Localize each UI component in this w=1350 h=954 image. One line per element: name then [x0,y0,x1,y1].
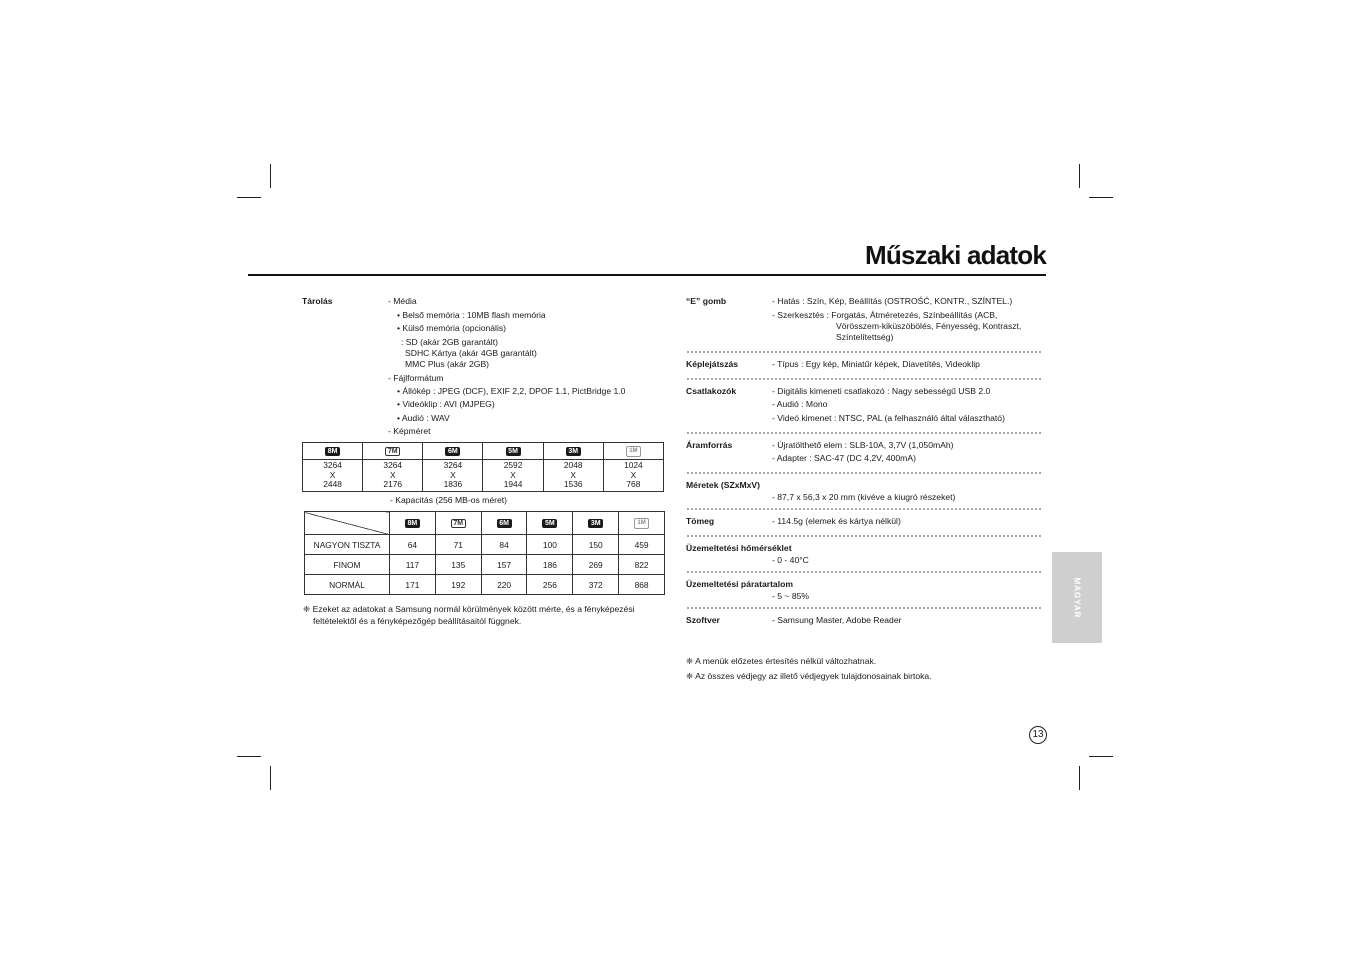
cap-3m-icon: 3M [573,512,619,535]
dotted-separator [686,378,1042,380]
page-number: 13 [1029,726,1047,744]
e-button-edit-2: Vörösszem-kiküszöbölés, Fényesség, Kontraszt, [836,321,1022,331]
cap-1m-icon: 1M [619,512,665,535]
crop-mark [237,756,261,757]
crop-mark [1079,164,1080,188]
footnote-menus: ❈ A menük előzetes értesítés nélkül változhatnak. [686,656,877,666]
image-size-table [302,442,664,492]
power-battery: - Újratölthető elem : SLB-10A, 3,7V (1,050mAh) [772,440,954,450]
crop-mark [237,197,261,198]
storage-label: Tárolás [302,296,333,306]
playback-type: - Típus : Egy kép, Miniatűr képek, Diavetítés, Videoklip [772,359,980,369]
crop-mark [1079,766,1080,790]
size-cell: 1024 X 768 [603,460,663,492]
file-format-line: - Fájlformátum [388,373,444,383]
capacity-line: - Kapacitás (256 MB-os méret) [390,495,508,505]
humidity-label: Üzemeltetési páratartalom [686,579,793,589]
table-row: NAGYON TISZTA 64 71 84 100 150 459 [305,535,665,555]
external-memory: • Külső memória (opcionális) [397,323,507,333]
connector-usb: - Digitális kimeneti csatlakozó : Nagy sebességű USB 2.0 [772,386,991,396]
crop-mark [1089,756,1113,757]
size-cell: 3264 X 2448 [303,460,363,492]
size-8m-icon: 8M [303,443,363,460]
table-row: NORMÁL 171 192 220 256 372 868 [305,575,665,595]
software-label: Szoftver [686,615,720,625]
crop-mark [270,766,271,790]
power-adapter: - Adapter : SAC-47 (DC 4,2V, 400mA) [772,453,916,463]
sd-card: : SD (akár 2GB garantált) [401,337,498,347]
audio-format: • Audió : WAV [397,413,450,423]
power-label: Áramforrás [686,440,733,450]
video-format: • Videóklip : AVI (MJPEG) [397,399,495,409]
dimensions-value: - 87,7 x 56,3 x 20 mm (kivéve a kiugró részeket) [772,492,956,502]
weight-label: Tömeg [686,516,715,526]
cap-7m-icon: 7M [435,512,481,535]
page-title: Műszaki adatok [865,240,1046,270]
cap-5m-icon: 5M [527,512,573,535]
media-line: - Média [388,296,417,306]
connector-audio: - Audió : Mono [772,399,828,409]
note-line-1: ❈ Ezeket az adatokat a Samsung normál körülmények között mérte, és a fényképezési [303,604,635,614]
size-6m-icon: 6M [423,443,483,460]
dotted-separator [686,607,1042,609]
table-row: FINOM 117 135 157 186 269 822 [305,555,665,575]
image-size-line: - Képméret [388,426,431,436]
mmc-card: MMC Plus (akár 2GB) [405,359,490,369]
size-3m-icon: 3M [543,443,603,460]
e-button-edit-3: Színtelítettség) [836,332,894,342]
humidity-value: - 5 ~ 85% [772,591,810,601]
dotted-separator [686,508,1042,510]
footnote-trademarks: ❈ Az összes védjegy az illető védjegyek tulajdonosainak birtoka. [686,671,932,681]
dotted-separator [686,571,1042,573]
still-format: • Állókép : JPEG (DCF), EXIF 2,2, DPOF 1.1, PictBridge 1.0 [397,386,626,396]
size-1m-icon: 1M [603,443,663,460]
playback-label: Képlejátszás [686,359,739,369]
language-side-tab: MAGYAR [1052,552,1102,643]
crop-mark [1089,197,1113,198]
software-value: - Samsung Master, Adobe Reader [772,615,902,625]
sdhc-card: SDHC Kártya (akár 4GB garantált) [405,348,537,358]
e-button-edit: - Szerkesztés : Forgatás, Átméretezés, Színbeállítás (ACB, [772,310,998,320]
connector-video: - Videó kimenet : NTSC, PAL (a felhasználó által választható) [772,413,1005,423]
cap-6m-icon: 6M [481,512,527,535]
size-cell: 2048 X 1536 [543,460,603,492]
dimensions-label: Méretek (SZxMxV) [686,480,761,490]
size-cell: 3264 X 1836 [423,460,483,492]
size-cell: 2592 X 1944 [483,460,543,492]
temperature-value: - 0 - 40°C [772,555,809,565]
size-cell: 3264 X 2176 [363,460,423,492]
internal-memory: • Belső memória : 10MB flash memória [397,310,546,320]
size-7m-icon: 7M [363,443,423,460]
size-5m-icon: 5M [483,443,543,460]
e-button-label: “E” gomb [686,296,727,306]
dotted-separator [686,432,1042,434]
e-button-effect: - Hatás : Szín, Kép, Beállítás (OSTROŚĆ, KONTR., SZÍNTEL.) [772,296,1013,306]
title-rule [248,274,1046,276]
connectors-label: Csatlakozók [686,386,737,396]
dotted-separator [686,535,1042,537]
dotted-separator [686,472,1042,474]
diagonal-header-cell [305,512,390,535]
temperature-label: Üzemeltetési hőmérséklet [686,543,792,553]
cap-8m-icon: 8M [390,512,436,535]
note-line-2: feltételektől és a fényképezőgép beállításaitól függnek. [313,616,522,626]
dotted-separator [686,351,1042,353]
crop-mark [270,164,271,188]
capacity-table [304,511,665,595]
weight-value: - 114.5g (elemek és kártya nélkül) [772,516,901,526]
